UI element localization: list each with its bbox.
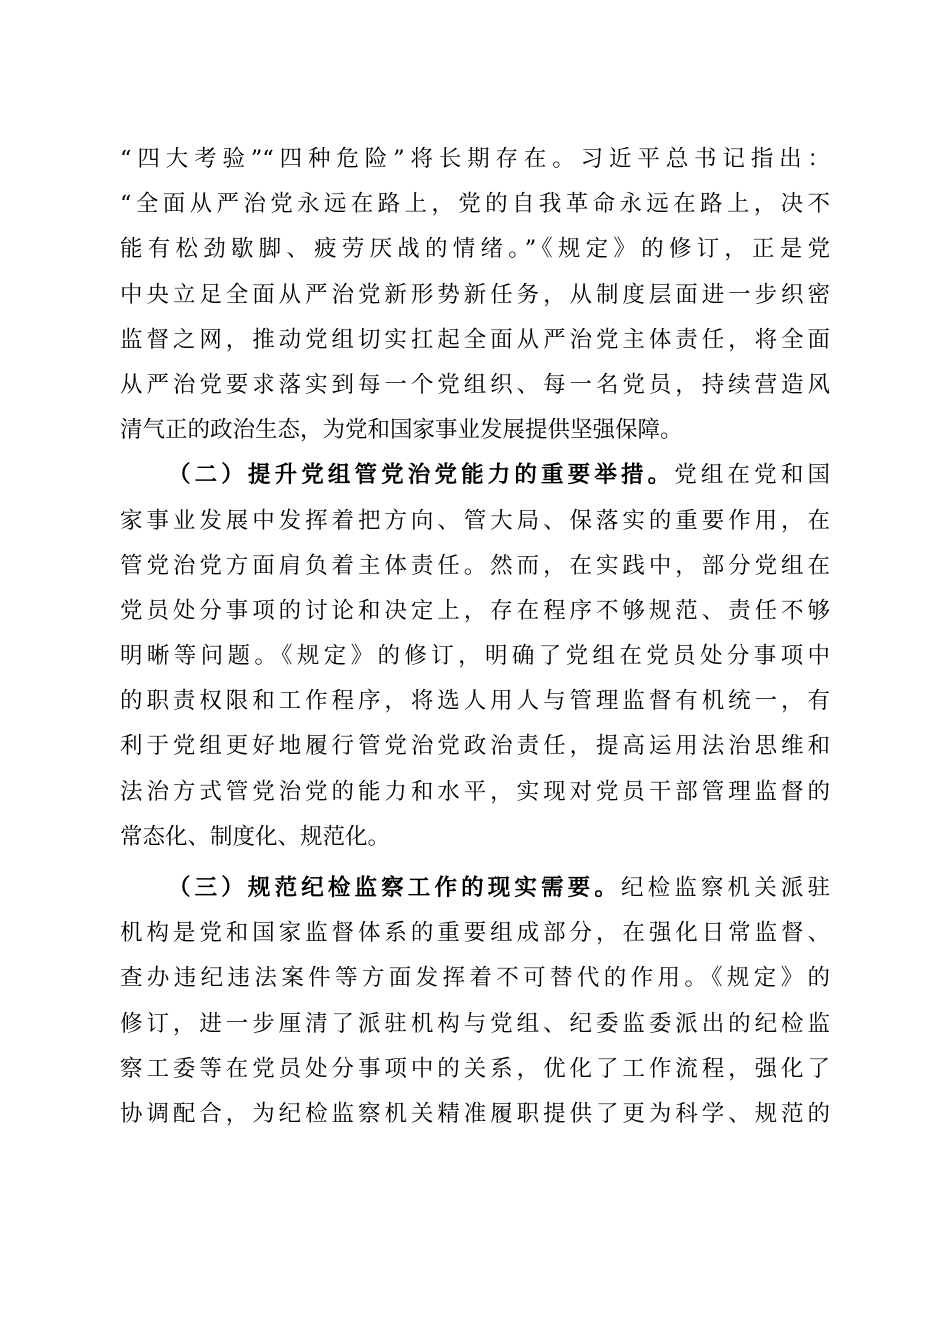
- paragraph-first-line: [120, 453, 830, 498]
- text-line: 利于党组更好地履行管党治党政治责任，提高运用法治思维和: [120, 733, 830, 760]
- text-run: 党组在党和国: [674, 462, 830, 489]
- text-line: “四大考验”“四种危险”将长期存在。习近平总书记指出：: [120, 146, 830, 172]
- text-line: 能有松劲歇脚、疲劳厌战的情绪。”《规定》的修订，正是党: [120, 236, 830, 263]
- text-line: 的职责权限和工作程序，将选人用人与管理监督有机统一，有: [120, 688, 830, 715]
- text-line: 从严治党要求落实到每一个党组织、每一名党员，持续营造风: [120, 371, 830, 398]
- text-line: 监督之网，推动党组切实扛起全面从严治党主体责任，将全面: [120, 326, 830, 353]
- text-line: 家事业发展中发挥着把方向、管大局、保落实的重要作用，在: [120, 507, 830, 534]
- text-line: 清气正的政治生态，为党和国家事业发展提供坚强保障。: [120, 417, 683, 444]
- paragraph-3: [120, 866, 830, 1137]
- text-line: “全面从严治党永远在路上，党的自我革命永远在路上，决不: [120, 191, 830, 218]
- text-line: 中央立足全面从严治党新形势新任务，从制度层面进一步织密: [120, 281, 830, 308]
- text-line: 明晰等问题。《规定》的修订，明确了党组在党员处分事项中: [120, 643, 830, 670]
- text-line: 修订，进一步厘清了派驻机构与党组、纪委监委派出的纪检监: [120, 1010, 830, 1037]
- text-line: 党员处分事项的讨论和决定上，存在程序不够规范、责任不够: [120, 597, 830, 624]
- text-line: 协调配合，为纪检监察机关精准履职提供了更为科学、规范的: [120, 1100, 830, 1127]
- text-line: 常态化、制度化、规范化。: [120, 823, 391, 850]
- text-line: 察工委等在党员处分事项中的关系，优化了工作流程，强化了: [120, 1055, 830, 1082]
- paragraph-2: [120, 453, 830, 860]
- text-run: 纪检监察机关派驻: [620, 875, 830, 901]
- document-body: [120, 137, 830, 1137]
- text-line: 查办违纪违法案件等方面发挥着不可替代的作用。《规定》的: [120, 965, 830, 992]
- section-heading: （二）提升党组管党治党能力的重要举措。: [168, 462, 675, 489]
- text-line: 机构是党和国家监督体系的重要组成部分，在强化日常监督、: [120, 920, 830, 947]
- text-line: 管党治党方面肩负着主体责任。然而，在实践中，部分党组在: [120, 552, 830, 579]
- paragraph-first-line: [120, 866, 830, 911]
- paragraph-1: [120, 137, 830, 453]
- section-heading: （三）规范纪检监察工作的现实需要。: [168, 875, 621, 901]
- text-line: 法治方式管党治党的能力和水平，实现对党员干部管理监督的: [120, 778, 830, 805]
